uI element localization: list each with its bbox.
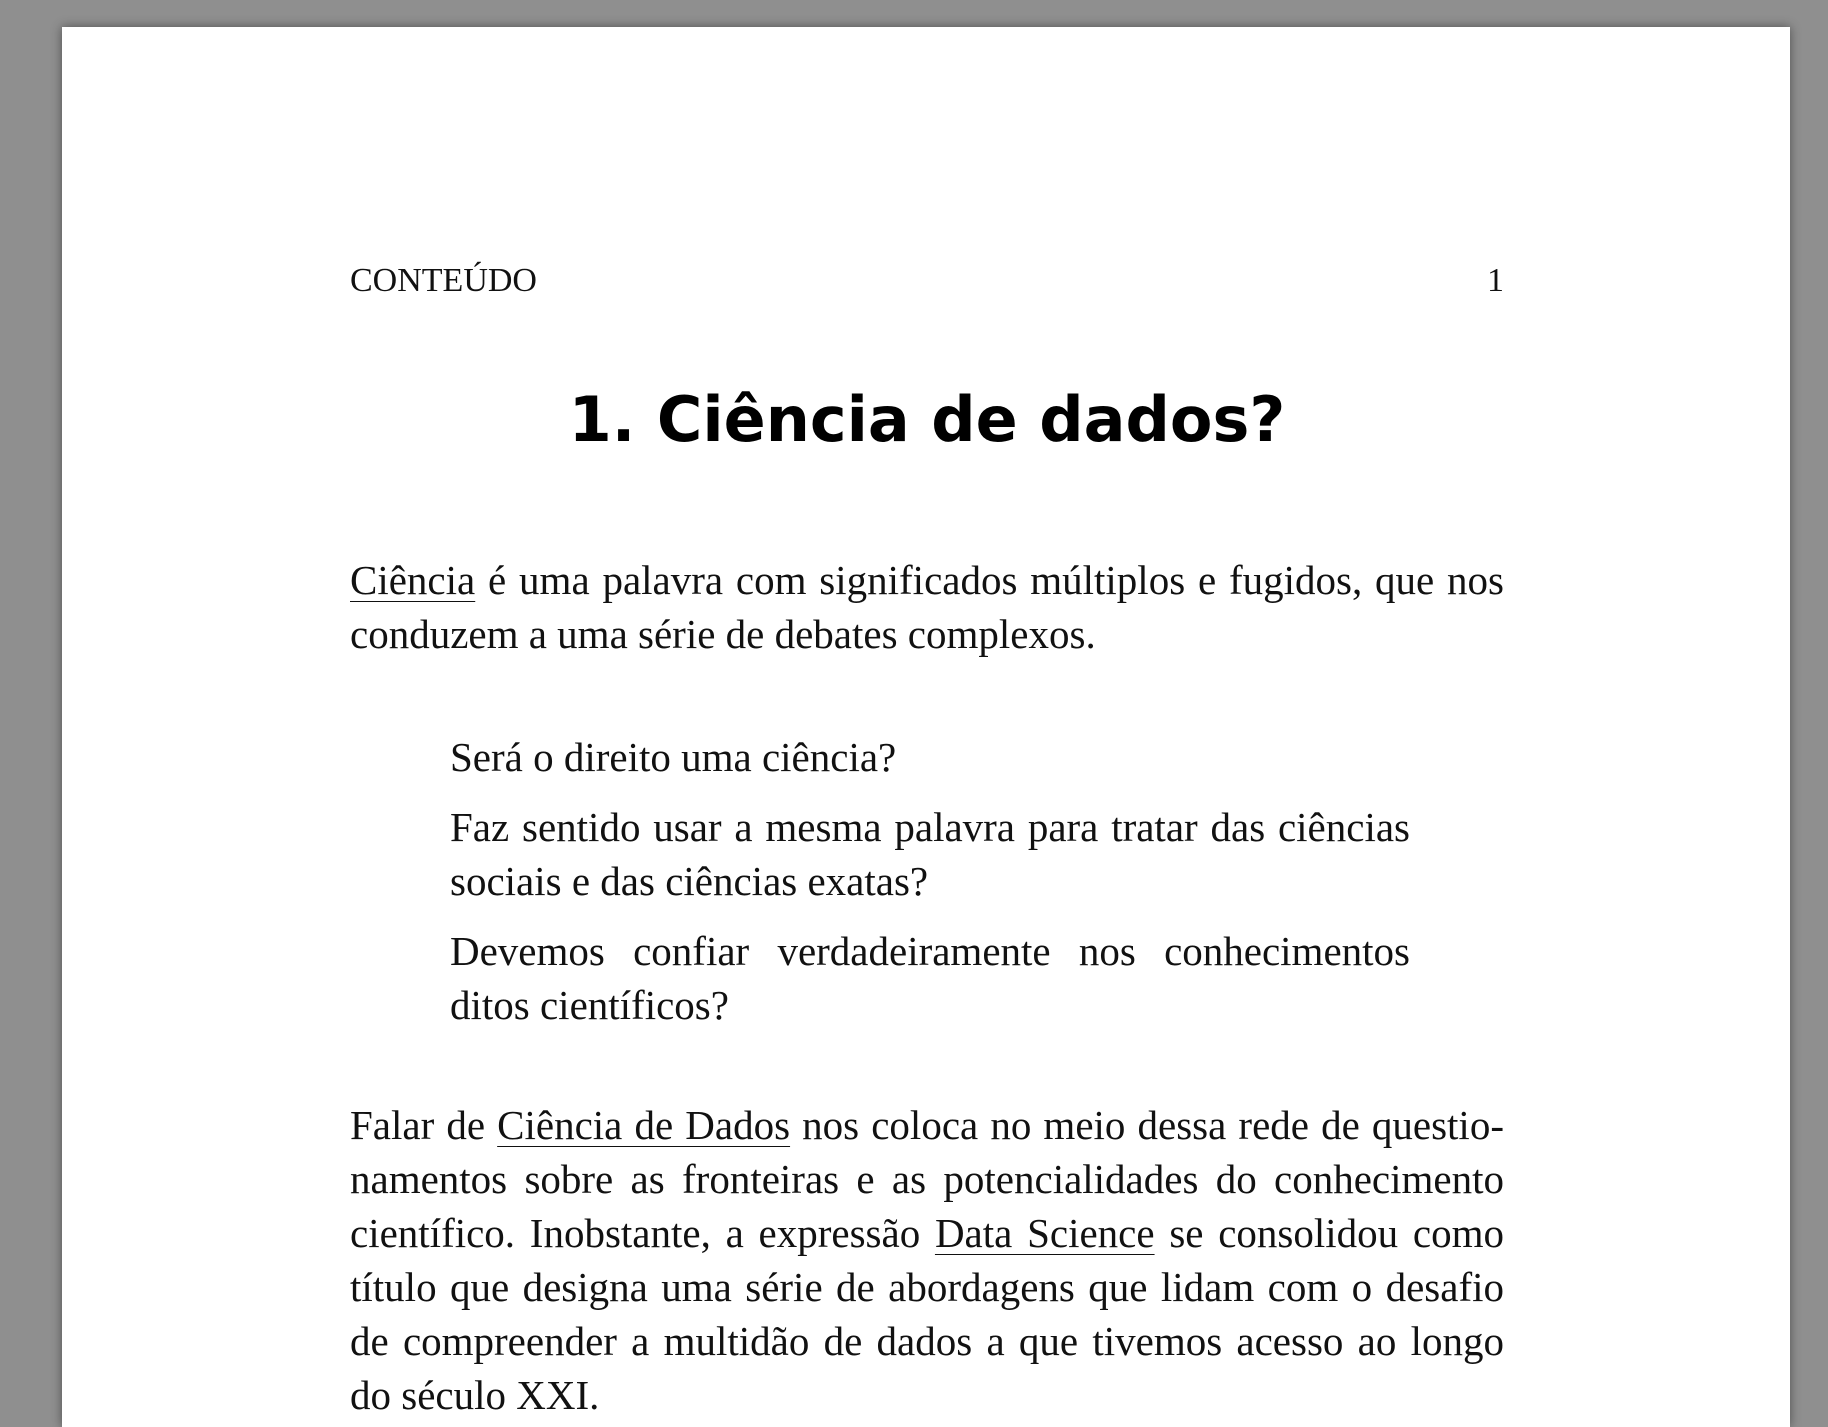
paragraph-intro-text: é uma palavra com significados múltiplos e fugidos, que nos conduzem a uma série de debates complexos. (350, 557, 1504, 657)
questions-blockquote (450, 730, 1410, 1048)
question-item: Devemos confiar verdadeiramente nos conhecimentos ditos científicos? (450, 928, 1410, 1028)
question-item: Faz sentido usar a mesma palavra para tratar das ciências sociais e das ciências exatas? (450, 804, 1410, 904)
paragraph-intro (350, 553, 1504, 661)
paragraph-text-part1: Falar de (350, 1102, 498, 1148)
running-header (350, 261, 1504, 301)
ciencia-link[interactable]: Ciência (350, 557, 476, 603)
header-section-label: CONTEÚDO (350, 262, 537, 299)
paragraph-text-part2: nos coloca no meio dessa rede de questionamentos sobre as fronteiras e as potencialidades do conhecimento científico. Inobstante, a expressão (350, 1102, 1504, 1256)
paragraph-text-part3: se consolidou como título que designa uma série de abordagens que lidam com o desafio de compreender a multidão de dados a que tivemos acesso ao longo do século XXI. (350, 1210, 1504, 1418)
question-item: Será o direito uma ciência? (450, 734, 897, 780)
paragraph-data-science (350, 1098, 1504, 1422)
data-science-link[interactable]: Data Science (934, 1210, 1155, 1256)
document-page (62, 27, 1790, 1427)
header-page-number: 1 (1487, 262, 1504, 299)
chapter-title: 1. Ciência de dados? (568, 383, 1286, 456)
ciencia-de-dados-link[interactable]: Ciência de Dados (497, 1102, 791, 1148)
